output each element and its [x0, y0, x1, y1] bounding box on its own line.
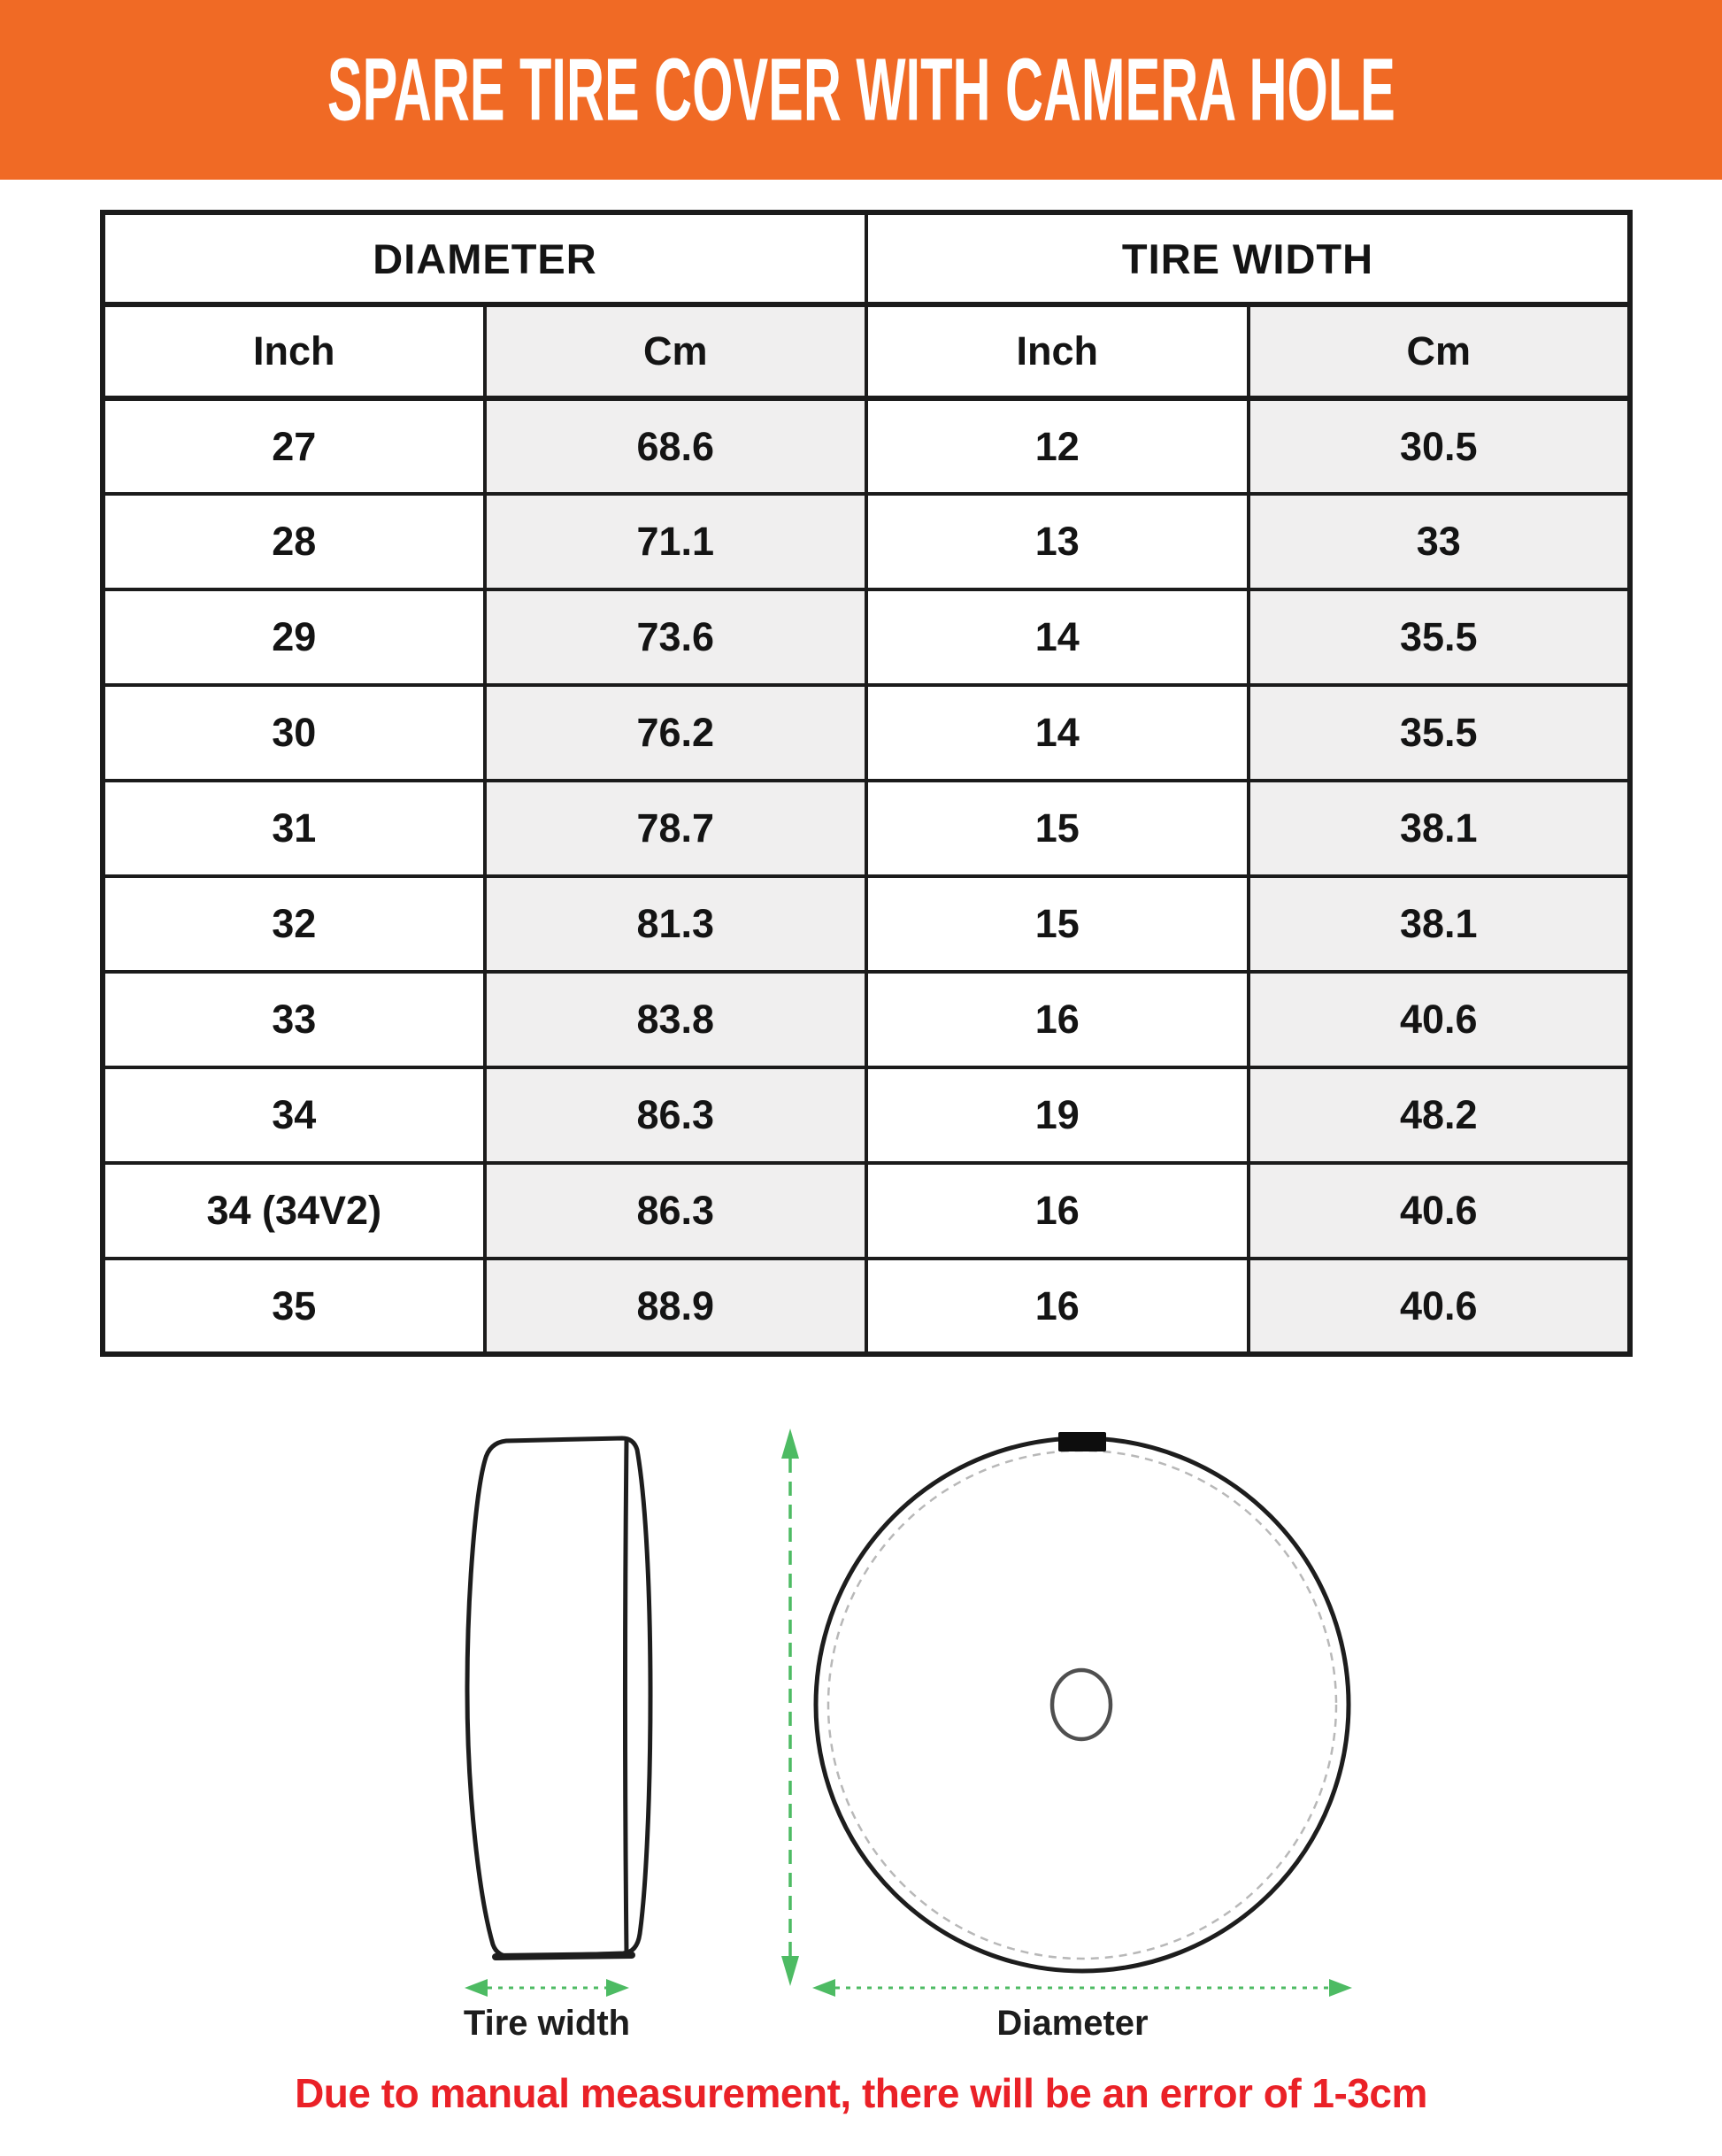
page-title: SPARE TIRE COVER WITH CAMERA HOLE — [327, 40, 1395, 139]
cell-diameter-inch: 34 (34V2) — [103, 1163, 485, 1259]
diameter-horizontal-arrow — [812, 1979, 1352, 1997]
cell-diameter-inch: 33 — [103, 972, 485, 1067]
header-banner — [0, 0, 1722, 180]
table-row — [103, 972, 1630, 1067]
table-row — [103, 781, 1630, 876]
cell-width-cm: 38.1 — [1249, 781, 1631, 876]
cell-diameter-inch: 27 — [103, 398, 485, 494]
cell-diameter-cm: 88.9 — [485, 1259, 867, 1354]
subheader-width-inch: Inch — [866, 304, 1249, 398]
measurement-error-note: Due to manual measurement, there will be an error of 1-3cm — [295, 2070, 1427, 2116]
diameter-label: Diameter — [996, 2004, 1149, 2043]
cell-diameter-cm: 81.3 — [485, 876, 867, 972]
cell-width-inch: 15 — [866, 781, 1249, 876]
cell-width-cm: 30.5 — [1249, 398, 1631, 494]
cell-width-cm: 35.5 — [1249, 685, 1631, 781]
subheader-width-cm: Cm — [1249, 304, 1631, 398]
cell-diameter-cm: 86.3 — [485, 1163, 867, 1259]
cell-diameter-cm: 71.1 — [485, 494, 867, 589]
size-table — [100, 210, 1633, 1357]
group-header-diameter: DIAMETER — [103, 212, 866, 304]
tire-side-view — [467, 1438, 650, 1957]
cell-width-cm: 40.6 — [1249, 972, 1631, 1067]
tire-front-view — [816, 1432, 1349, 1971]
cell-width-inch: 14 — [866, 685, 1249, 781]
cell-diameter-cm: 76.2 — [485, 685, 867, 781]
cell-width-inch: 12 — [866, 398, 1249, 494]
table-group-header-row — [103, 212, 1630, 304]
table-row — [103, 1259, 1630, 1354]
tire-cover-diagram — [0, 1416, 1722, 2053]
table-subheader-row — [103, 304, 1630, 398]
cell-width-cm: 40.6 — [1249, 1259, 1631, 1354]
cell-diameter-cm: 83.8 — [485, 972, 867, 1067]
cell-diameter-inch: 29 — [103, 589, 485, 685]
table-row — [103, 876, 1630, 972]
strap-tab — [1058, 1432, 1106, 1451]
cell-diameter-cm: 86.3 — [485, 1067, 867, 1163]
table-row — [103, 1163, 1630, 1259]
cell-width-inch: 16 — [866, 1259, 1249, 1354]
table-row — [103, 589, 1630, 685]
cell-width-inch: 15 — [866, 876, 1249, 972]
cell-diameter-inch: 28 — [103, 494, 485, 589]
table-row — [103, 685, 1630, 781]
cell-diameter-inch: 34 — [103, 1067, 485, 1163]
cell-width-cm: 33 — [1249, 494, 1631, 589]
cell-width-inch: 19 — [866, 1067, 1249, 1163]
camera-hole — [1052, 1670, 1111, 1739]
table-row — [103, 398, 1630, 494]
tire-width-arrow — [465, 1979, 629, 1997]
cell-width-cm: 48.2 — [1249, 1067, 1631, 1163]
cell-width-inch: 13 — [866, 494, 1249, 589]
cell-diameter-inch: 30 — [103, 685, 485, 781]
tire-width-label: Tire width — [463, 2004, 631, 2043]
cell-diameter-inch: 35 — [103, 1259, 485, 1354]
cell-diameter-cm: 68.6 — [485, 398, 867, 494]
cell-diameter-cm: 78.7 — [485, 781, 867, 876]
table-row — [103, 494, 1630, 589]
cell-width-cm: 35.5 — [1249, 589, 1631, 685]
cell-width-inch: 16 — [866, 1163, 1249, 1259]
cell-width-cm: 38.1 — [1249, 876, 1631, 972]
cell-diameter-inch: 31 — [103, 781, 485, 876]
subheader-diameter-cm: Cm — [485, 304, 867, 398]
subheader-diameter-inch: Inch — [103, 304, 485, 398]
cell-width-inch: 14 — [866, 589, 1249, 685]
cell-diameter-cm: 73.6 — [485, 589, 867, 685]
cell-diameter-inch: 32 — [103, 876, 485, 972]
diameter-vertical-arrow — [781, 1428, 799, 1986]
group-header-tire-width: TIRE WIDTH — [866, 212, 1630, 304]
cell-width-inch: 16 — [866, 972, 1249, 1067]
cell-width-cm: 40.6 — [1249, 1163, 1631, 1259]
table-row — [103, 1067, 1630, 1163]
